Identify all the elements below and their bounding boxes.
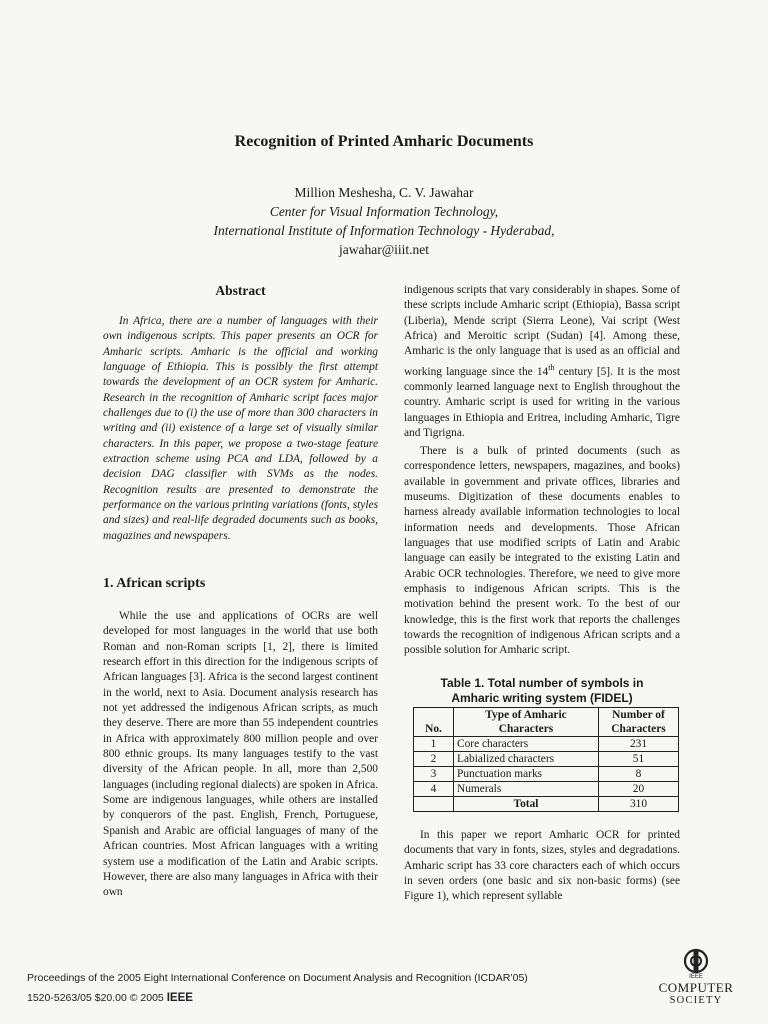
paragraph-1-text-a: indigenous scripts that vary considerably in shapes. Some of these scripts include Amharic script (Ethiopia), Bassa script (Liberia), Mende script (Sierra Leone), Vai script (West Africa) and Meroitic script (Sudan) [4]. Among these, Amharic is the only language that is used as an official and working language since the 14 — [404, 284, 680, 378]
cell-count: 231 — [599, 737, 679, 752]
table-total-row — [414, 797, 679, 812]
table-caption-line-1: Table 1. Total number of symbols in — [440, 676, 644, 690]
section-1-paragraph: While the use and applications of OCRs are well developed for most languages in the world that use both Roman and non-Roman scripts [1, 2], there is limited research effort in this direction for the indigenous scripts of African languages [3]. Africa is the second largest continent in the world, next to Asia. Document analysis research has not yet addressed the indigenous African scripts, as much they deserve. There are more than 55 independent countries in Africa with approximately 800 million people and over 800 ethnic groups. Its many languages testify to the vast diversity of the African people. In all, more than 2,500 languages (including regional dialects) are spoken in Africa. Some are indigenous languages, while others are installed by conquerors of the past. English, French, Portuguese, Spanish and Arabic are official languages of many of the African countries. Most African languages with a writing system use a modification of the Latin and Arabic scripts. However, there are also many languages in Africa with their own — [103, 610, 378, 899]
affiliation-line-2: International Institute of Information Technology - Hyderabad, — [213, 223, 555, 238]
paper-title: Recognition of Printed Amharic Documents — [234, 133, 534, 150]
cell-type: Punctuation marks — [454, 767, 599, 782]
computer-society-logo — [655, 948, 737, 1007]
table-header-row — [414, 708, 679, 737]
superscript-th: th — [548, 362, 555, 372]
cell-type: Numerals — [454, 782, 599, 797]
right-column-paragraph-3: In this paper we report Amharic OCR for printed documents that vary in fonts, sizes, styles and degradations. Amharic script has 33 core characters each of which occurs in seven orders (one basic and six non-basic forms) (see Figure 1), which represent syllable — [404, 829, 680, 903]
author-email: jawahar@iiit.net — [338, 242, 430, 257]
right-column-paragraph-2: There is a bulk of printed documents (such as correspondence letters, newspapers, magazines, and books) available in government and private offices, libraries and museums. Digitization of these documents enables to harness already available information technologies to local information needs and developments. Those African languages that use modified scripts of Latin and Arabic language can easily be integrated to the existing Latin and Arabic OCR technologies. Therefore, we need to give more emphasis to indigenous African scripts. This is the motivation behind the present work. To the best of our knowledge, this is the first work that reports the challenges towards the recognition of indigenous African scripts and a possible solution for Amharic script. — [404, 445, 680, 657]
affiliation-line-1: Center for Visual Information Technology, — [269, 204, 499, 219]
table-row — [414, 737, 679, 752]
table-row — [414, 782, 679, 797]
ieee-emblem-icon — [682, 948, 710, 974]
cell-count: 51 — [599, 752, 679, 767]
author-names: Million Meshesha, C. V. Jawahar — [294, 185, 474, 200]
right-column-paragraph-1 — [404, 283, 680, 441]
footer-proceedings: Proceedings of the 2005 Eight International Conference on Document Analysis and Recognition (ICDAR’05) — [27, 972, 528, 984]
footer-ieee: IEEE — [166, 992, 193, 1004]
table-row — [414, 752, 679, 767]
table-1-caption — [404, 676, 680, 706]
table-caption-line-2: Amharic writing system (FIDEL) — [451, 691, 633, 705]
paragraph-1-text-b: century [5]. It is the most commonly learned language next to English throughout the country. Amharic script is used for writing in the various languages in Ethiopia and Eritrea, including Amharic, Tigre and Tigrigna. — [404, 365, 680, 439]
section-1-heading: 1. African scripts — [103, 576, 206, 591]
abstract-heading: Abstract — [215, 283, 266, 298]
cell-no: 4 — [414, 782, 454, 797]
logo-computer: COMPUTER — [658, 980, 734, 995]
table-row — [414, 767, 679, 782]
logo-ieee-label: IEEE — [689, 974, 703, 980]
cell-total-label: Total — [454, 797, 599, 812]
header-type: Type of Amharic Characters — [454, 708, 599, 737]
cell-no: 2 — [414, 752, 454, 767]
header-count: Number of Characters — [599, 708, 679, 737]
header-no: No. — [414, 708, 454, 737]
cell-no: 1 — [414, 737, 454, 752]
symbols-table — [413, 707, 679, 812]
cell-count: 8 — [599, 767, 679, 782]
author-block — [0, 183, 768, 259]
cell-total-value: 310 — [599, 797, 679, 812]
cell-count: 20 — [599, 782, 679, 797]
cell-empty — [414, 797, 454, 812]
footer-issn: 1520-5263/05 $20.00 © 2005 — [27, 992, 164, 1004]
cell-type: Labialized characters — [454, 752, 599, 767]
cell-type: Core characters — [454, 737, 599, 752]
abstract-body: In Africa, there are a number of languages with their own indigenous scripts. This paper presents an OCR for Amharic scripts. Amharic is the official and working language of Ethiopia. This is possibly the first attempt towards the development of an OCR system for Amharic. Research in the recognition of Amharic script faces major challenges due to (i) the use of more than 300 characters in writing and (ii) existence of a large set of visually similar characters. In this paper, we propose a two-stage feature extraction scheme using PCA and LDA, followed by a decision DAG classifier with SVMs as the nodes. Recognition results are presented to demonstrate the performance on the various printing variations (fonts, styles and sizes) and real-life degraded documents such as books, magazines and newspapers. — [103, 315, 378, 542]
footer-copyright — [27, 992, 193, 1004]
cell-no: 3 — [414, 767, 454, 782]
logo-society: SOCIETY — [669, 995, 723, 1006]
